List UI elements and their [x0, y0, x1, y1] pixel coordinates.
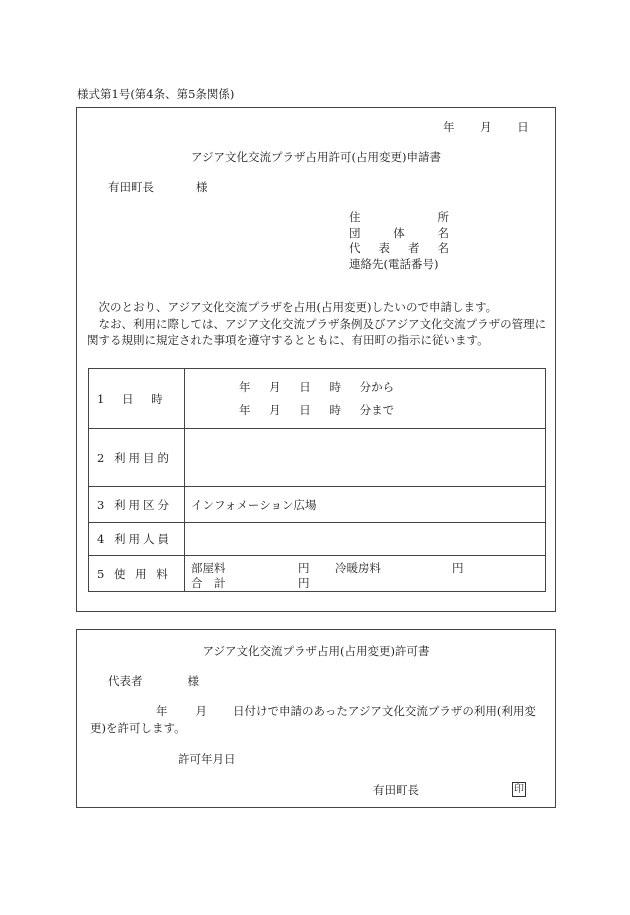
body-text-1: 次のとおり、アジア文化交流プラザを占用(占用変更)したいので申請します。 [98, 300, 498, 314]
addressee [108, 179, 208, 195]
field-address-label: 住 所 [349, 210, 449, 224]
label-attendance: 4 利用人員 [89, 523, 185, 556]
form-number: 様式第1号(第4条、第5条関係) [77, 87, 235, 101]
permit-issuer: 有田町長 [373, 783, 419, 797]
permit-year: 年 [156, 704, 168, 718]
body-text-2: なお、利用に際しては、アジア文化交流プラザ条例及びアジア文化交流プラザの管理に関する規則に規定された事項を遵守するとともに、有田町の指示に従います。 [87, 316, 547, 347]
application-form [76, 107, 556, 612]
fee-total-yen: 円 [298, 575, 310, 590]
value-fee [185, 556, 546, 592]
permit-addressee-name: 代表者 [108, 674, 143, 688]
datetime-to: 年 月 日 時 分まで [239, 402, 395, 417]
datetime-from: 年 月 日 時 分から [239, 379, 395, 394]
value-attendance [185, 523, 546, 556]
application-date [443, 119, 529, 135]
fee-aircon-label: 冷暖房料 [335, 560, 381, 575]
fee-room-label: 部屋料 [191, 560, 226, 575]
addressee-name: 有田町長 [108, 180, 154, 194]
fee-total-label: 合 計 [191, 575, 226, 590]
value-purpose [185, 429, 546, 487]
permit-title: アジア文化交流プラザ占用(占用変更)許可書 [202, 644, 430, 658]
permit-addressee [108, 673, 199, 689]
row-datetime [89, 369, 546, 429]
fee-aircon-yen: 円 [452, 560, 464, 575]
label-datetime: 1 日 時 [89, 369, 185, 429]
label-fee: 5 使 用 料 [89, 556, 185, 592]
applicant-fields [349, 210, 449, 272]
row-category [89, 487, 546, 523]
row-attendance [89, 523, 546, 556]
permit-body-text: 日付けで申請のあったアジア文化交流プラザの利用(利用変更)を許可します。 [90, 704, 536, 735]
value-datetime [185, 369, 546, 429]
seal-mark [512, 781, 526, 797]
permit-body [90, 703, 549, 736]
row-purpose [89, 429, 546, 487]
field-contact-label: 連絡先(電話番号) [349, 256, 439, 271]
seal-icon: 印 [514, 784, 524, 795]
addressee-suffix: 様 [196, 180, 208, 194]
label-purpose: 2 利用目的 [89, 429, 185, 487]
permit-form [76, 629, 556, 808]
field-group-name-label: 団 体 名 [349, 225, 449, 240]
permit-date-label: 許可年月日 [178, 752, 236, 766]
date-line: 年 月 日 [443, 120, 529, 134]
fee-room-yen: 円 [298, 560, 310, 575]
application-body [87, 299, 550, 349]
permit-addressee-suffix: 様 [187, 674, 199, 688]
field-representative-label: 代 表 者 名 [349, 241, 449, 255]
application-title: アジア文化交流プラザ占用許可(占用変更)申請書 [190, 150, 441, 164]
label-category: 3 利用区分 [89, 487, 185, 523]
permit-month: 月 [195, 704, 207, 718]
value-category: インフォメーション広場 [185, 487, 546, 523]
row-fee [89, 556, 546, 592]
application-table [88, 368, 546, 592]
